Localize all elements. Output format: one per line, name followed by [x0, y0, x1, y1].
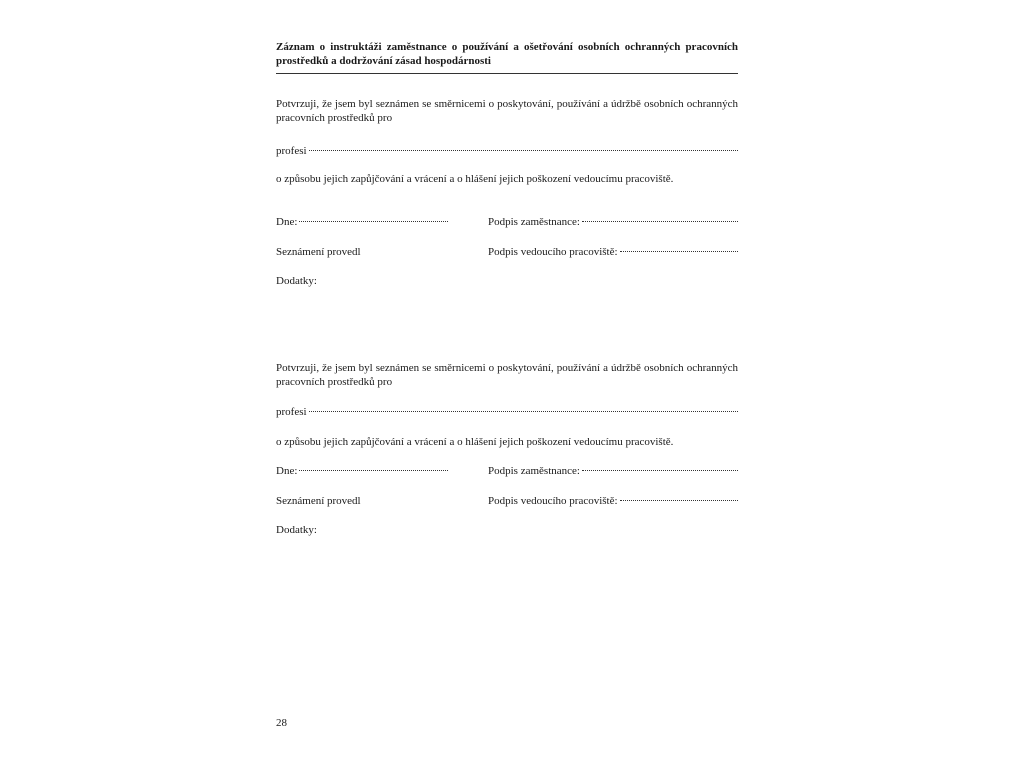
date-field: [276, 464, 448, 478]
profession-label: profesi: [276, 406, 307, 418]
manager-signature-fill-line: [620, 500, 738, 501]
employee-signature-label: Podpis zaměstnance:: [488, 216, 580, 228]
date-label: Dne:: [276, 216, 298, 228]
instructed-by-label: Seznámení provedl: [276, 246, 361, 258]
notes-label: Dodatky:: [276, 524, 317, 536]
employee-signature-fill-line: [582, 470, 738, 471]
manager-signature-label: Podpis vedoucího pracoviště:: [488, 246, 618, 258]
title-divider: [276, 73, 738, 74]
employee-signature-fill-line: [582, 221, 738, 222]
date-fill-line: [299, 221, 448, 222]
manager-signature-label: Podpis vedoucího pracoviště:: [488, 495, 618, 507]
notes-label: Dodatky:: [276, 275, 317, 287]
manager-signature-fill-line: [620, 251, 738, 252]
confirmation-text: Potvrzuji, že jsem byl seznámen se směrnicemi o poskytování, používání a údržbě osobních ochranných pracovních prostředků pro: [276, 98, 738, 124]
profession-label: profesi: [276, 145, 307, 157]
instructed-by-label: Seznámení provedl: [276, 495, 361, 507]
method-text: o způsobu jejich zapůjčování a vrácení a o hlášení jejich poškození vedoucímu pracoviště.: [276, 173, 674, 185]
confirmation-text: Potvrzuji, že jsem byl seznámen se směrnicemi o poskytování, používání a údržbě osobních ochranných pracovních prostředků pro: [276, 362, 738, 388]
manager-signature-field: [488, 494, 738, 508]
profession-fill-line: [309, 150, 738, 151]
document-title: Záznam o instruktáži zaměstnance o používání a ošetřování osobních ochranných pracovních prostředků a dodržování zásad hospodárnosti: [276, 41, 738, 67]
method-text: o způsobu jejich zapůjčování a vrácení a o hlášení jejich poškození vedoucímu pracoviště.: [276, 436, 674, 448]
profession-fill-line: [309, 411, 738, 412]
employee-signature-field: [488, 464, 738, 478]
date-label: Dne:: [276, 465, 298, 477]
page-number: 28: [276, 717, 287, 729]
date-field: [276, 215, 448, 229]
profession-field: [276, 144, 738, 158]
employee-signature-label: Podpis zaměstnance:: [488, 465, 580, 477]
employee-signature-field: [488, 215, 738, 229]
date-fill-line: [299, 470, 448, 471]
manager-signature-field: [488, 245, 738, 259]
profession-field: [276, 405, 738, 419]
